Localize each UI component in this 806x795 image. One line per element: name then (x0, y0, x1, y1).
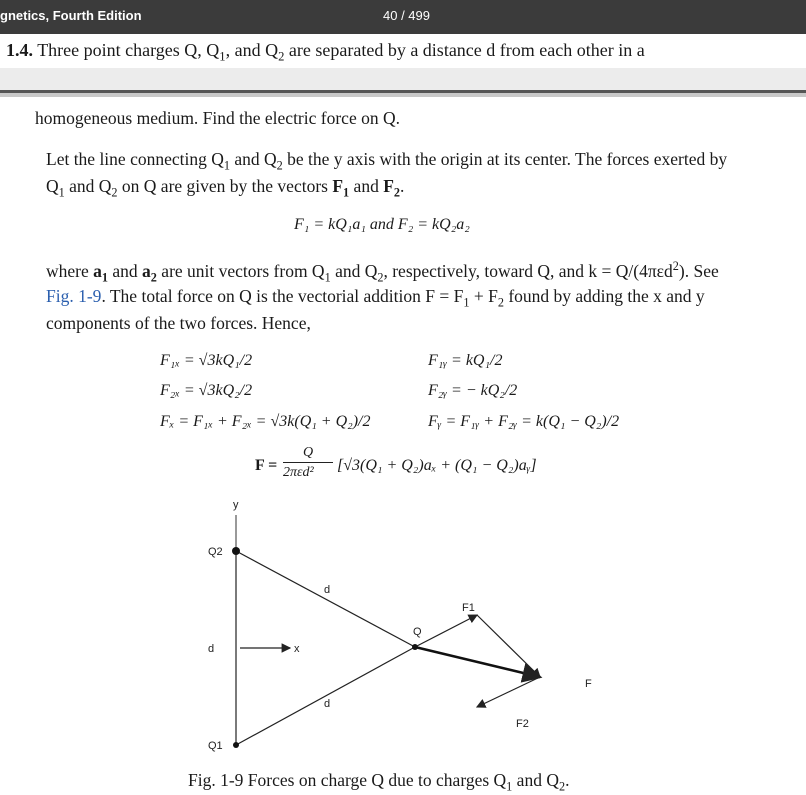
f-to-f2-line (477, 677, 540, 707)
equation-force-vectors: F₁ = kQ₁a₁ and F₂ = kQ₂a₂ (294, 216, 470, 233)
problem-text-1: Three point charges Q, Q (37, 40, 220, 60)
equation-f1y: F₁ᵧ = kQ₁/2 (428, 352, 503, 369)
problem-statement: 1.4. Three point charges Q, $Q_1$, and $Q_2$ are separated by a distance d from each other in a (6, 40, 645, 64)
f1-vector (415, 615, 477, 647)
q1-q-side (236, 647, 415, 745)
problem-continued: homogeneous medium. Find the electric force on Q. (35, 108, 400, 128)
solution-line-2: $Q_1$ and $Q_2$ on Q are given by the vectors $F_1$ and $F_2$. (46, 176, 405, 200)
q2-q-side (236, 551, 415, 647)
page-indicator[interactable]: 40 / 499 (383, 8, 430, 23)
equation-f1x: F₁ₓ = √3kQ₁/2 (160, 352, 253, 369)
d-bottom-label: d (324, 698, 331, 710)
figure-1-9 (180, 495, 620, 765)
solution-line-5: components of the two forces. Hence, (46, 313, 311, 333)
d-top-label: d (324, 584, 331, 596)
x-axis-label: x (294, 643, 300, 655)
page-break (0, 68, 806, 93)
d-left-label: d (208, 643, 215, 655)
problem-text-1b: , and Q (225, 40, 279, 60)
f2-label: F2 (516, 718, 529, 730)
solution-line-3: where $a_1$ and $a_2$ are unit vectors from $Q_1$ and $Q_2$, respectively, toward Q, and k = Q/(4πεd$^2$). See (46, 259, 719, 285)
q-label: Q (413, 626, 422, 638)
reader-toolbar (0, 0, 806, 34)
problem-text-1c: are separated by a distance d from each other in a (284, 40, 645, 60)
q2-label: Q2 (208, 546, 223, 558)
solution-line-1: Let the line connecting $Q_1$ and $Q_2$ be the y axis with the origin at its center. The forces exerted by (46, 149, 728, 173)
figure-caption: Fig. 1-9 Forces on charge Q due to charges $Q_1$ and $Q_2$. (188, 770, 570, 794)
equation-fy: Fᵧ = F₁ᵧ + F₂ᵧ = k(Q₁ − Q₂)/2 (428, 413, 620, 430)
equation-f2x: F₂ₓ = √3kQ₂/2 (160, 382, 253, 399)
f1-label: F1 (462, 602, 475, 614)
f1-to-f-line (477, 615, 540, 677)
q2-charge (232, 547, 240, 555)
equation-f2y: F₂ᵧ = − kQ₂/2 (428, 382, 518, 399)
q1-label: Q1 (208, 740, 223, 752)
y-axis-label: y (233, 499, 239, 511)
equation-fx: Fₓ = F₁ₓ + F₂ₓ = √3k(Q₁ + Q₂)/2 (160, 413, 371, 430)
f-vector (415, 647, 540, 677)
problem-number: 1.4. (6, 40, 33, 60)
book-title: gnetics, Fourth Edition (0, 8, 142, 23)
f-label: F (585, 678, 592, 690)
figure-link[interactable]: Fig. 1-9 (46, 286, 102, 306)
solution-line-4: Fig. 1-9. The total force on Q is the vectorial addition $F = F_1 + F_2$ found by adding the x and y (46, 286, 705, 310)
page-break-shadow (0, 93, 806, 97)
q1-charge (233, 742, 239, 748)
